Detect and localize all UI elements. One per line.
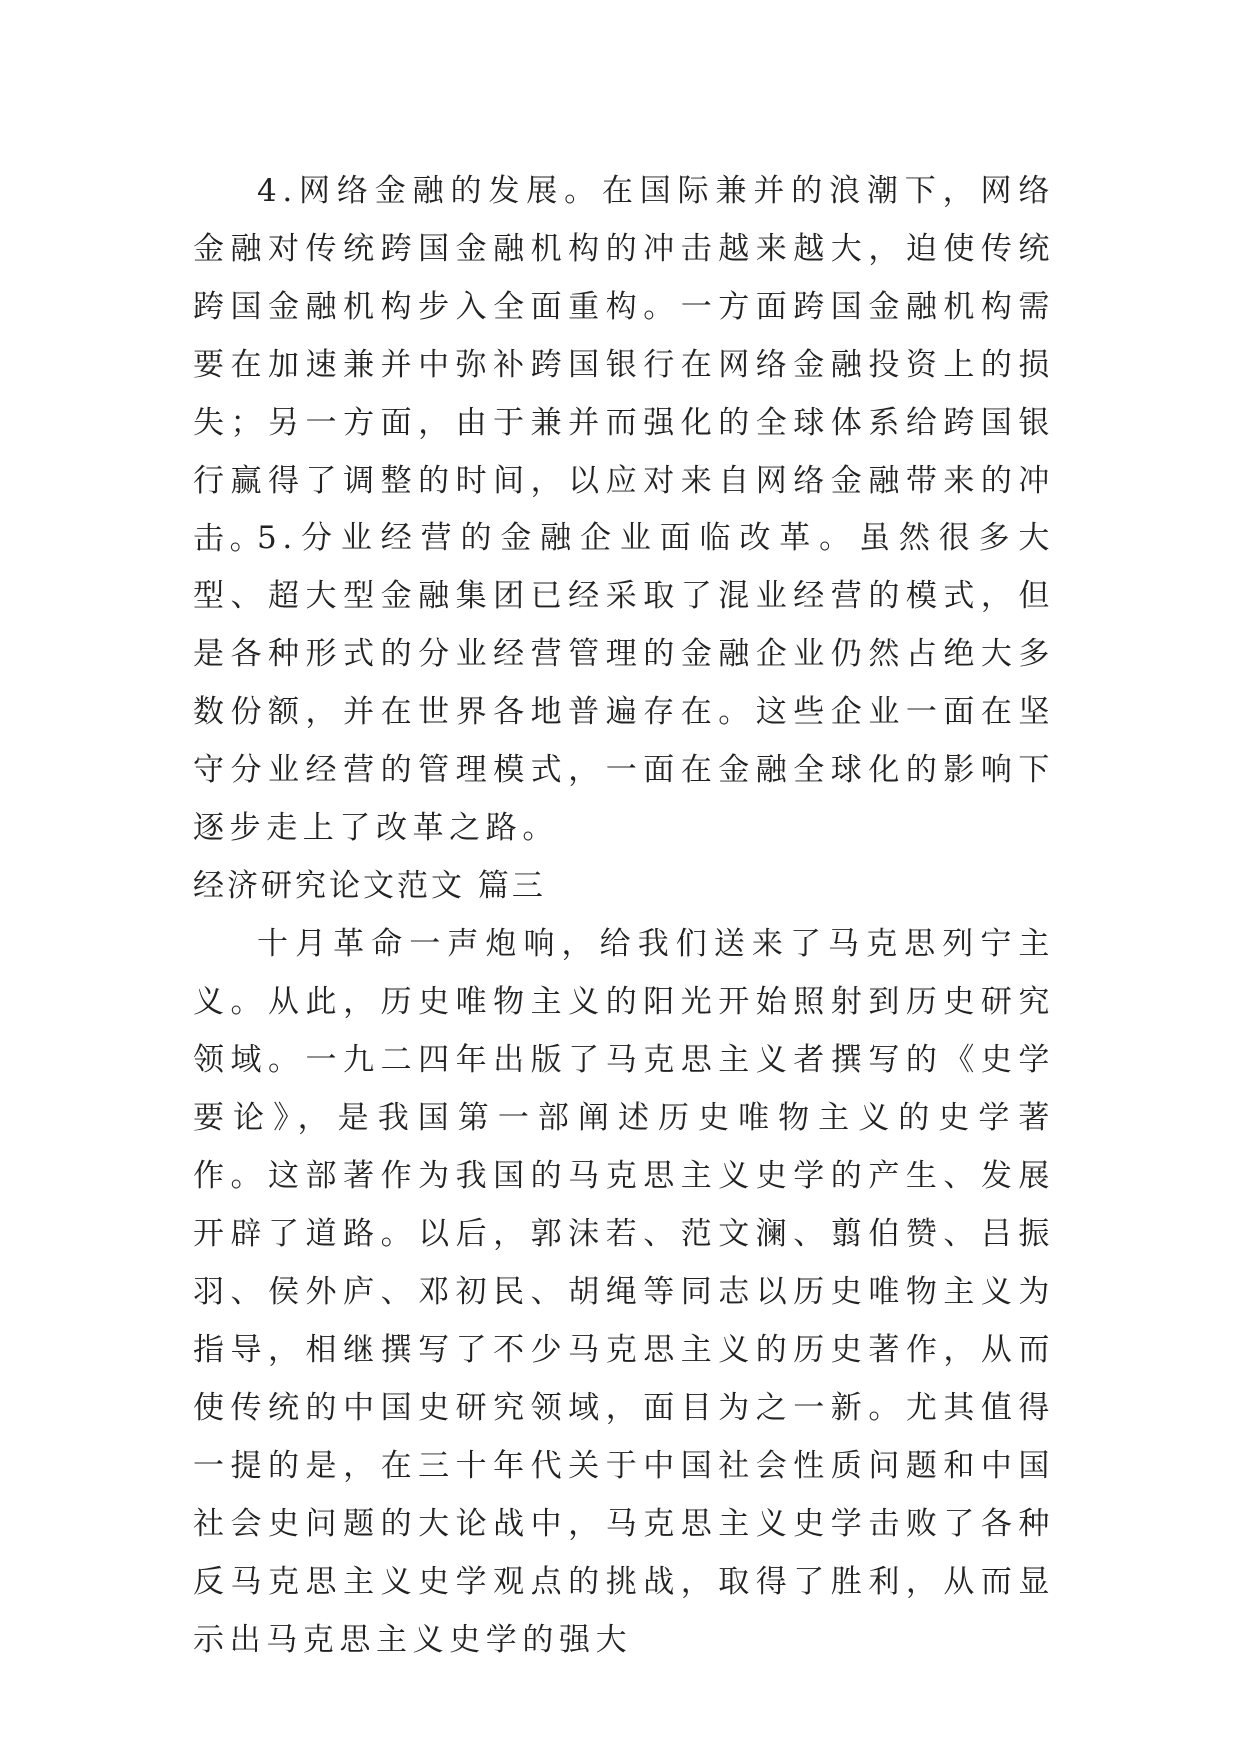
paragraph-network-finance: 4.网络金融的发展。在国际兼并的浪潮下，网络金融对传统跨国金融机构的冲击越来越大，迫使传统跨国金融机构步入全面重构。一方面跨国金融机构需要在加速兼并中弥补跨国银行在网络金融投资上的损失；另一方面，由于兼并而强化的全球体系给跨国银行赢得了调整的时间，以应对来自网络金融带来的冲击。	[193, 173, 1055, 557]
paragraph-separate-operation: 5.分业经营的金融企业面临改革。虽然很多大型、超大型金融集团已经采取了混业经营的模式，但是各种形式的分业经营管理的金融企业仍然占绝大多数份额，并在世界各地普遍存在。这些企业一面在坚守分业经营的管理模式，一面在金融全球化的影响下逐步走上了改革之路。	[193, 520, 1055, 846]
paragraph-marxist-historiography: 十月革命一声炮响，给我们送来了马克思列宁主义。从此，历史唯物主义的阳光开始照射到历史研究领域。一九二四年出版了马克思主义者撰写的《史学要论》，是我国第一部阐述历史唯物主义的史学著作。这部著作为我国的马克思主义史学的产生、发展开辟了道路。以后，郭沫若、范文澜、翦伯赞、吕振羽、侯外庐、邓初民、胡绳等同志以历史唯物主义为指导，相继撰写了不少马克思主义的历史著作，从而使传统的中国史研究领域，面目为之一新。尤其值得一提的是，在三十年代关于中国社会性质问题和中国社会史问题的大论战中，马克思主义史学击败了各种反马克思主义史学观点的挑战，取得了胜利，从而显示出马克思主义史学的强大	[193, 926, 1055, 1658]
section-heading: 经济研究论文范文 篇三	[193, 868, 546, 904]
